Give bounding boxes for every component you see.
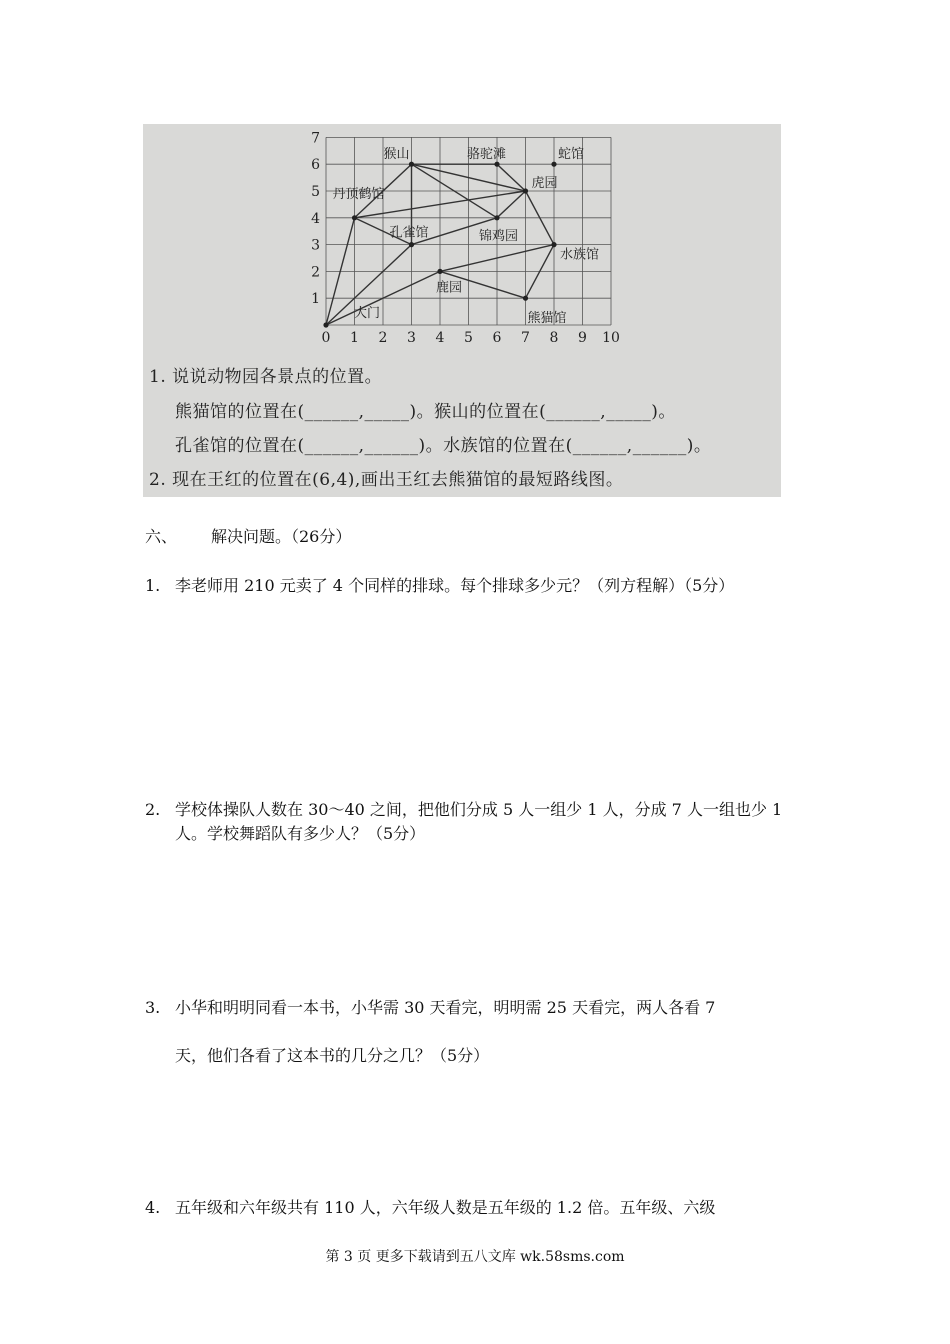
x-tick-label: 4	[435, 330, 445, 346]
scan-question-2: 2. 现在王红的位置在(6,4),画出王红去熊猫馆的最短路线图。	[149, 470, 624, 490]
y-tick-label: 3	[311, 237, 320, 254]
x-tick-label: 7	[521, 330, 530, 346]
map-point	[437, 269, 442, 274]
section-heading	[145, 524, 351, 547]
scan-question-1: 1. 说说动物园各景点的位置。	[149, 367, 383, 387]
scan-line-2: 孔雀馆的位置在(______,______)。水族馆的位置在(______,______)。	[175, 436, 712, 456]
x-tick-label: 5	[464, 330, 473, 346]
point-label: 蛇馆	[558, 147, 585, 163]
map-point	[323, 322, 328, 327]
y-tick-label: 5	[311, 184, 320, 200]
y-tick-label: 7	[311, 130, 320, 147]
point-label: 孔雀馆	[389, 225, 429, 241]
scanned-map-figure	[143, 124, 781, 497]
map-point	[523, 188, 528, 193]
question-number: 2.	[145, 800, 161, 819]
point-label: 鹿园	[436, 280, 463, 296]
question-number: 3.	[145, 998, 161, 1017]
point-label: 虎园	[531, 176, 558, 191]
question-text-line-2: 天，他们各看了这本书的几分之几？（5分）	[175, 1046, 490, 1065]
x-tick-label: 8	[549, 330, 559, 346]
point-label: 骆驼滩	[467, 147, 507, 163]
x-tick-label: 0	[321, 330, 331, 346]
scan-line-1: 熊猫馆的位置在(______,_____)。猴山的位置在(______,_____)。	[175, 402, 676, 422]
y-tick-label: 1	[311, 291, 320, 308]
y-tick-label: 6	[311, 157, 320, 174]
x-tick-label: 6	[492, 330, 502, 346]
question-text-line-1: 小华和明明同看一本书，小华需 30 天看完，明明需 25 天看完，两人各看 7	[175, 998, 716, 1017]
point-label: 丹顶鹤馆	[332, 186, 385, 202]
map-point	[352, 215, 357, 220]
y-tick-label: 2	[311, 264, 320, 281]
point-label: 熊猫馆	[527, 311, 567, 327]
page-footer: 第 3 页 更多下载请到五八文库 wk.58sms.com	[325, 1249, 625, 1265]
x-tick-label: 10	[602, 330, 620, 346]
section-title: 解决问题。（26分）	[211, 527, 352, 546]
question-text: 学校体操队人数在 30～40 之间，把他们分成 5 人一组少 1 人，分成 7 人一组也少 1 人。学校舞蹈队有多少人？（5分）	[175, 800, 783, 843]
section-number: 六、	[145, 527, 178, 546]
x-tick-label: 2	[378, 330, 388, 346]
y-tick-label: 4	[311, 210, 320, 227]
question-3	[145, 996, 815, 1068]
question-text: 五年级和六年级共有 110 人，六年级人数是五年级的 1.2 倍。五年级、六级	[175, 1198, 716, 1217]
zoo-map-chart	[143, 124, 781, 364]
map-point	[523, 296, 528, 301]
point-label: 猴山	[383, 147, 410, 163]
x-tick-label: 3	[407, 330, 416, 346]
map-point	[494, 162, 499, 167]
x-tick-label: 1	[350, 330, 359, 346]
x-tick-label: 9	[578, 330, 587, 346]
question-number: 1.	[145, 576, 161, 595]
point-label: 锦鸡园	[479, 228, 519, 244]
question-number: 4.	[145, 1198, 161, 1217]
map-point	[551, 242, 556, 247]
map-point	[409, 162, 414, 167]
question-1	[145, 574, 815, 598]
map-point	[409, 242, 414, 247]
question-4	[145, 1196, 815, 1220]
map-point	[551, 162, 556, 167]
question-2	[145, 798, 815, 846]
question-text: 李老师用 210 元卖了 4 个同样的排球。每个排球多少元？（列方程解）（5分）	[175, 576, 735, 595]
map-point	[494, 215, 499, 220]
point-label: 水族馆	[560, 247, 600, 263]
point-label: 大门	[354, 306, 381, 321]
